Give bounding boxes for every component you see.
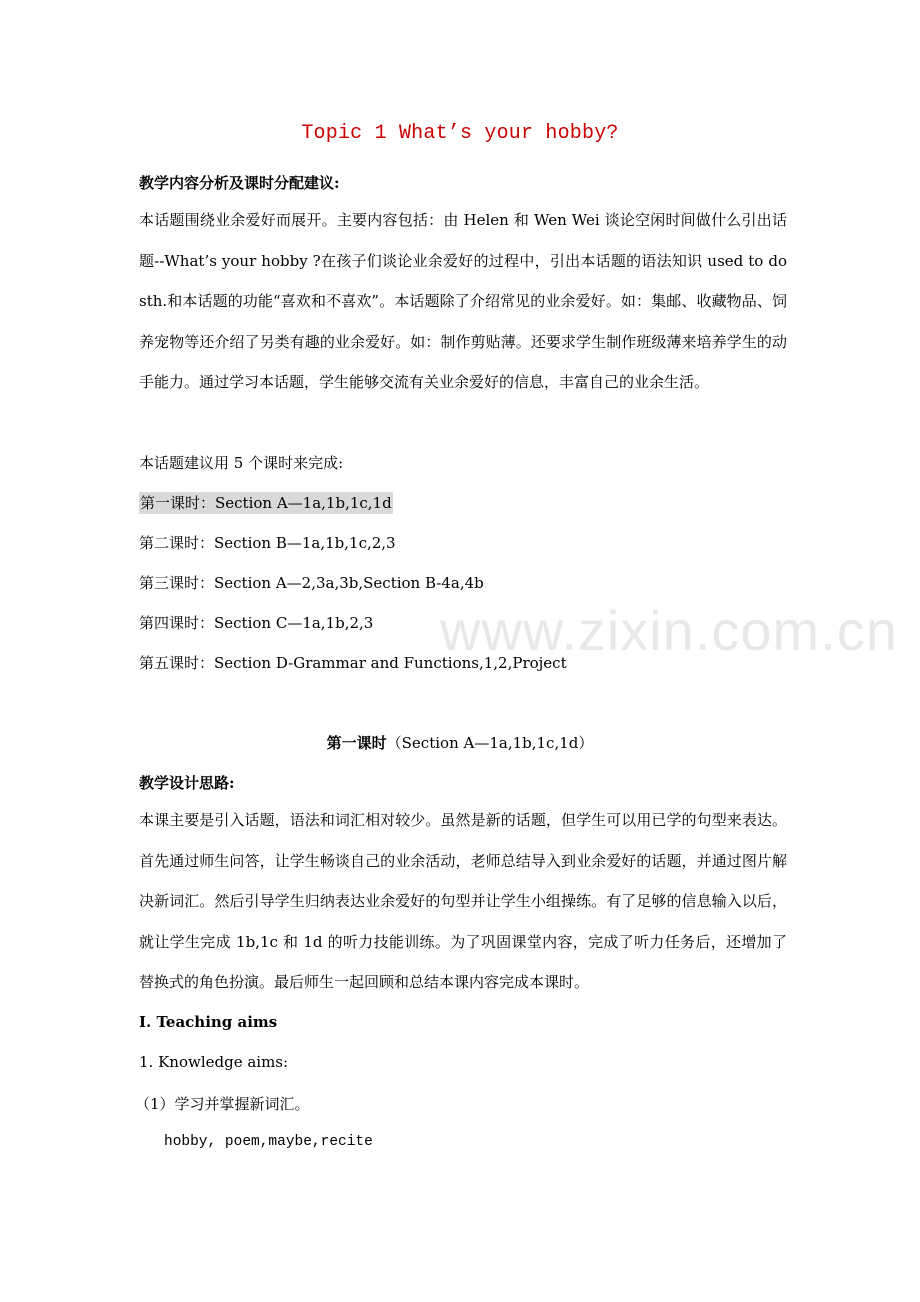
lesson-item-3: 第三课时：Section A—2,3a,3b,Section B-4a,4b — [139, 574, 484, 592]
knowledge-aims: 1. Knowledge aims: — [139, 1053, 289, 1071]
lesson1-heading-rest: （Section A—1a,1b,1c,1d） — [386, 734, 594, 752]
design-heading: 教学设计思路: — [139, 774, 235, 792]
watermark: www.zixin.com.cn — [440, 599, 898, 662]
lesson-item-4: 第四课时：Section C—1a,1b,2,3 — [139, 614, 374, 632]
lesson-item-5: 第五课时：Section D-Grammar and Functions,1,2,Project — [139, 654, 567, 672]
aims-item-1: （1）学习并掌握新词汇。 — [135, 1095, 310, 1113]
lesson1-heading — [0, 732, 920, 753]
lesson-item-2: 第二课时：Section B—1a,1b,1c,2,3 — [139, 534, 396, 552]
lesson-suggest: 本话题建议用 5 个课时来完成: — [139, 454, 344, 472]
lesson1-heading-bold: 第一课时 — [326, 734, 387, 752]
analysis-heading: 教学内容分析及课时分配建议: — [139, 174, 340, 192]
lesson-item-1 — [139, 492, 393, 513]
design-paragraph: 本课主要是引入话题，语法和词汇相对较少。虽然是新的话题，但学生可以用已学的句型来表达。首先通过师生问答，让学生畅谈自己的业余活动，老师总结导入到业余爱好的话题，并通过图片解决新词汇。然后引导学生归纳表达业余爱好的句型并让学生小组操练。有了足够的信息输入以后，就让学生完成 1b,1c 和 1d 的听力技能训练。为了巩固课堂内容，完成了听力任务后，还增加了替换式的角色扮演。最后师生一起回顾和总结本课内容完成本课时。 — [139, 811, 787, 991]
analysis-paragraph: 本话题围绕业余爱好而展开。主要内容包括：由 Helen 和 Wen Wei 谈论空闲时间做什么引出话题--What’s your hobby ?在孩子们谈论业余爱好的过程中，引出本话题的语法知识 used to do sth.和本话题的功能“喜欢和不喜欢”。本话题除了介绍常见的业余爱好。如：集邮、收藏物品、饲养宠物等还介绍了另类有趣的业余爱好。如：制作剪贴薄。还要求学生制作班级薄来培养学生的动手能力。通过学习本话题，学生能够交流有关业余爱好的信息，丰富自己的业余生活。 — [139, 211, 787, 391]
aims-heading: Ⅰ. Teaching aims — [139, 1013, 278, 1031]
vocab-words: hobby, poem,maybe,recite — [164, 1134, 373, 1150]
document-title: Topic 1 What’s your hobby? — [301, 122, 619, 145]
lesson-item-1-text: 第一课时：Section A—1a,1b,1c,1d — [140, 494, 392, 512]
